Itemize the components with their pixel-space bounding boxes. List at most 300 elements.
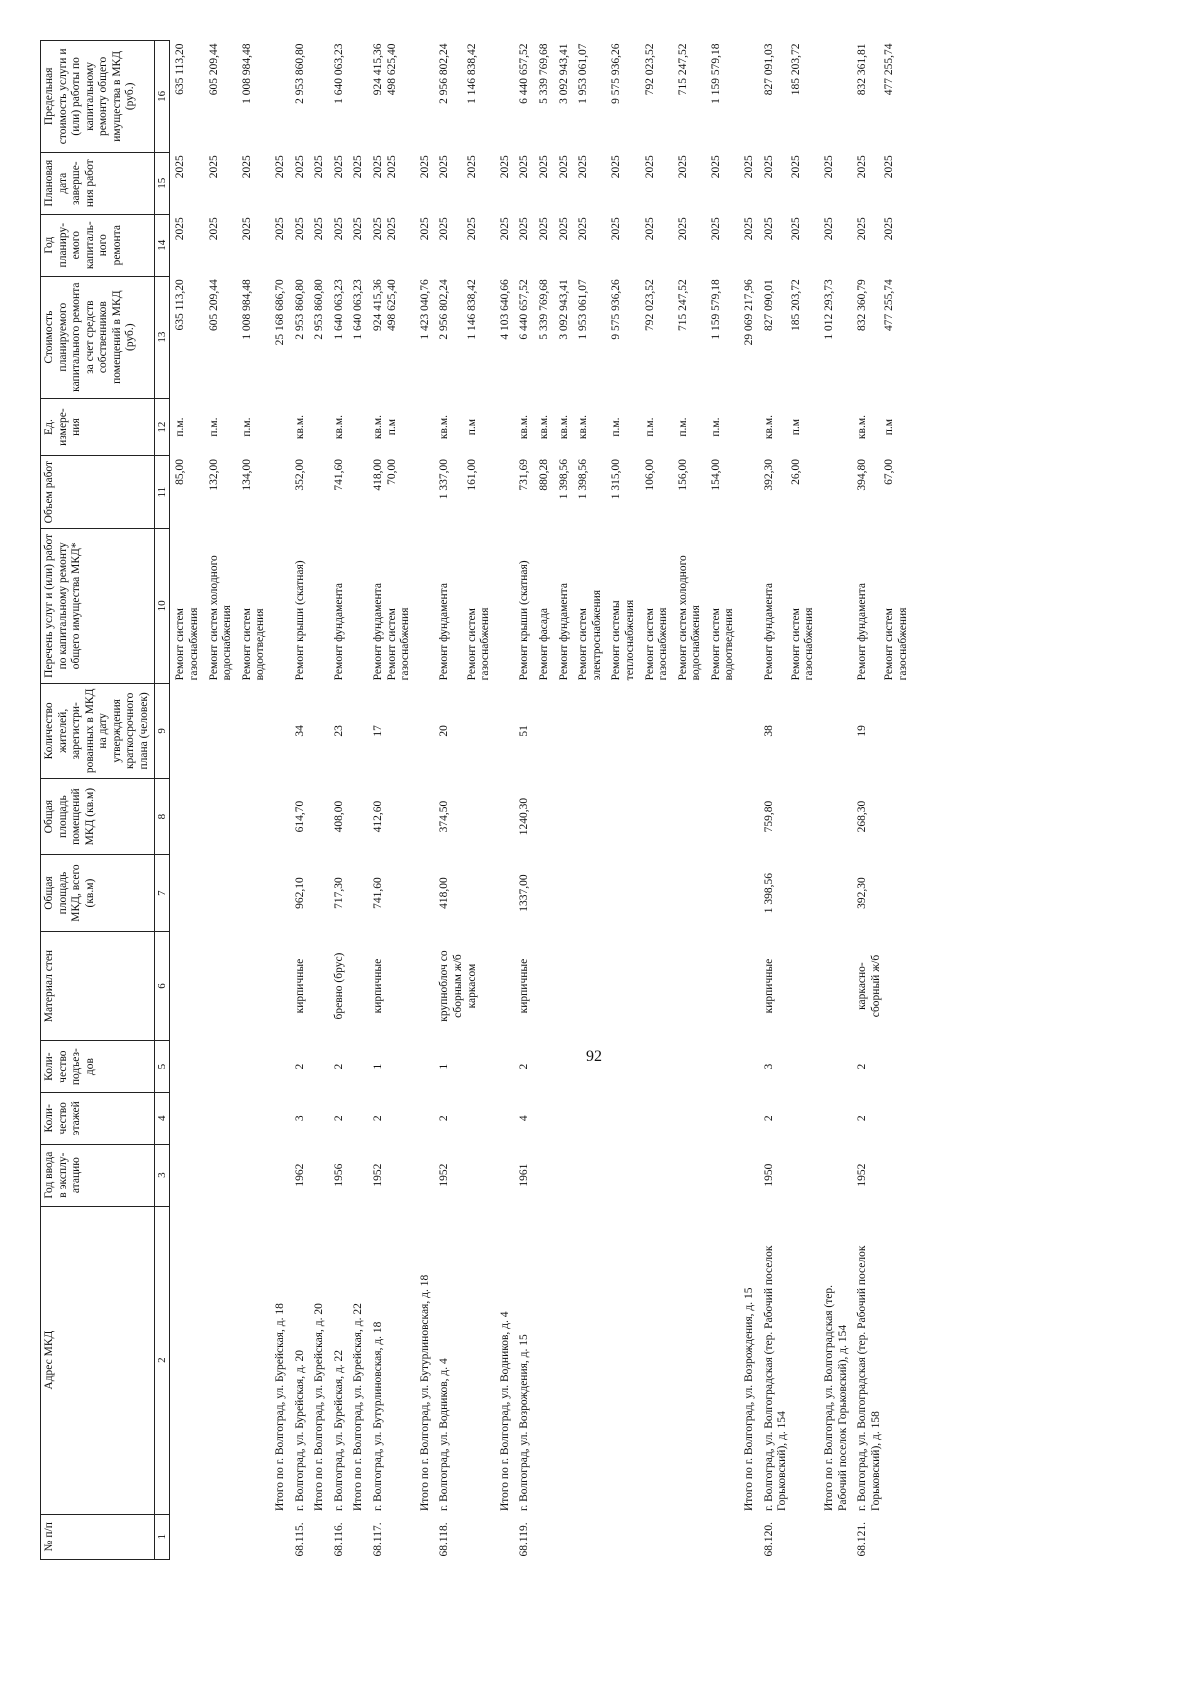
cell-plan-year	[368, 214, 415, 276]
cell-line	[823, 459, 837, 525]
cell-line: п.м.	[643, 417, 656, 437]
cell-line	[743, 934, 757, 1038]
cell-num: 68.119.	[518, 1522, 531, 1557]
cell-works	[706, 528, 739, 683]
cell-cost	[852, 276, 912, 398]
cell-floors	[170, 1092, 204, 1144]
cell-line: кв.м.	[332, 415, 345, 440]
cell-line	[610, 934, 624, 1038]
cell-entrances	[204, 1041, 237, 1093]
cell-material	[170, 931, 204, 1041]
cell-line: 2025	[643, 217, 656, 241]
cell-unit	[309, 398, 329, 456]
cell-area-total: 1 398,56	[762, 872, 775, 914]
cell-line: кирпичные	[518, 958, 531, 1014]
cell-line: 418,00	[372, 458, 384, 491]
cell-line: Ремонт крыши (скатная)	[518, 560, 531, 681]
cell-year	[739, 1144, 759, 1206]
cell-residents	[348, 683, 368, 778]
cell-floors	[495, 1092, 515, 1144]
cell-line: 3 092 943,41	[557, 43, 570, 104]
cell-line: теплоснабжения	[623, 599, 636, 681]
cell-area-rooms	[495, 778, 515, 854]
cell-line: 2025	[709, 155, 722, 179]
cell-address	[739, 1206, 759, 1514]
cell-end-year	[819, 152, 852, 214]
cell-line	[452, 155, 466, 211]
cell-volume	[640, 456, 673, 528]
cell-limit	[534, 41, 554, 153]
table-row	[852, 41, 912, 1560]
cell-unit	[170, 398, 204, 456]
column-header: Коли-чество подъез-дов	[41, 1041, 155, 1093]
cell-line: 715 247,52	[676, 279, 689, 331]
cell-num	[606, 1514, 639, 1559]
cell-address	[290, 1206, 310, 1514]
cell-area-rooms	[706, 778, 739, 854]
cell-material	[852, 931, 912, 1041]
table-row	[495, 41, 515, 1560]
cell-address	[170, 1206, 204, 1514]
cell-plan-year	[640, 214, 673, 276]
cell-residents: 19	[856, 725, 869, 737]
cell-limit	[309, 41, 329, 153]
cell-line: Итого по г. Волгоград, ул. Бурейская, д. 20	[313, 1303, 326, 1512]
cell-works	[290, 528, 310, 683]
cell-line: 2025	[537, 155, 550, 179]
cell-entrances	[554, 1041, 574, 1093]
cell-unit	[573, 398, 606, 456]
cell-line: п.м	[385, 418, 398, 436]
cell-volume	[348, 456, 368, 528]
cell-volume	[309, 456, 329, 528]
cell-line: Ремонт системы	[610, 600, 623, 681]
cell-line: 2 956 802,24	[438, 43, 451, 104]
cell-line	[419, 44, 433, 150]
cell-volume	[673, 456, 706, 528]
cell-line: 2025	[438, 155, 451, 179]
cell-area-total	[309, 855, 329, 931]
cell-unit	[852, 398, 912, 456]
cell-limit	[237, 41, 270, 153]
cell-plan-year	[170, 214, 204, 276]
cell-area-rooms	[606, 778, 639, 854]
cell-floors	[706, 1092, 739, 1144]
cell-line: г. Волгоград, ул. Водников, д. 4	[438, 1358, 451, 1512]
cell-line: 1 146 838,42	[465, 279, 478, 340]
cell-line: 605 209,44	[207, 279, 220, 331]
cell-num: 68.116.	[332, 1522, 345, 1557]
cell-line: Итого по г. Волгоград, ул. Волгоградская (тер.	[823, 1285, 836, 1512]
cell-area-rooms: 268,30	[856, 800, 869, 833]
cell-unit	[554, 398, 574, 456]
cell-line: 2025	[240, 217, 253, 241]
cell-year	[170, 1144, 204, 1206]
cell-cost	[534, 276, 554, 398]
cell-limit	[495, 41, 515, 153]
cell-limit	[573, 41, 606, 153]
cell-unit	[514, 398, 534, 456]
column-number: 2	[154, 1206, 170, 1514]
cell-year: 1962	[293, 1163, 306, 1187]
cell-end-year	[706, 152, 739, 214]
cell-line	[452, 459, 466, 525]
cell-end-year	[237, 152, 270, 214]
cell-line: 106,00	[643, 458, 656, 491]
cell-line: кв.м.	[577, 415, 590, 440]
cell-end-year	[170, 152, 204, 214]
cell-year: 1952	[856, 1163, 869, 1187]
cell-line	[174, 934, 188, 1038]
cell-area-total: 418,00	[438, 877, 451, 909]
cell-area-total	[573, 855, 606, 931]
cell-line	[452, 401, 466, 453]
cell-line	[538, 1209, 552, 1511]
cell-line	[352, 459, 366, 525]
cell-area-rooms	[673, 778, 706, 854]
cell-residents	[495, 683, 515, 778]
cell-line: 832 360,79	[856, 279, 869, 331]
column-header: Адрес МКД	[41, 1206, 155, 1514]
cell-line	[274, 401, 288, 453]
cell-line: 1 337,00	[438, 458, 451, 500]
cell-residents	[309, 683, 329, 778]
cell-unit	[495, 398, 515, 456]
cell-line: 924 415,36	[372, 279, 384, 331]
cell-line: кв.м.	[762, 415, 775, 440]
cell-line: 352,00	[293, 458, 306, 491]
cell-line: 6 440 657,52	[518, 43, 531, 104]
cell-line: каркасом	[465, 963, 478, 1009]
cell-year	[495, 1144, 515, 1206]
cell-line: 394,80	[856, 458, 869, 491]
cell-area-total	[640, 855, 673, 931]
cell-line: 156,00	[676, 458, 689, 491]
cell-area-rooms: 374,50	[438, 800, 451, 833]
cell-line: 2025	[557, 155, 570, 179]
cell-floors: 2	[762, 1115, 775, 1122]
cell-plan-year	[573, 214, 606, 276]
column-number: 5	[154, 1041, 170, 1093]
cell-entrances	[270, 1041, 290, 1093]
cell-works	[329, 528, 349, 683]
cell-works	[819, 528, 852, 683]
cell-line: 2025	[240, 155, 253, 179]
cell-line	[313, 459, 327, 525]
cell-year: 1956	[332, 1163, 345, 1187]
cell-line: 85,00	[174, 458, 187, 485]
cell-limit	[348, 41, 368, 153]
cell-line: Ремонт систем	[240, 608, 253, 681]
cell-line: Итого по г. Волгоград, ул. Водников, д. 4	[498, 1311, 511, 1512]
cell-line	[870, 279, 884, 395]
cell-end-year	[329, 152, 349, 214]
cell-entrances: 2	[856, 1063, 869, 1070]
cell-entrances: 2	[518, 1063, 531, 1070]
cell-line	[823, 934, 837, 1038]
cell-entrances: 1	[372, 1063, 384, 1070]
cell-line: 2025	[610, 217, 623, 241]
cell-line: 9 575 936,26	[610, 43, 623, 104]
cell-limit	[170, 41, 204, 153]
cell-plan-year	[204, 214, 237, 276]
column-header: № п/п	[41, 1514, 155, 1559]
cell-line	[274, 934, 288, 1038]
cell-line	[313, 934, 327, 1038]
cell-works	[606, 528, 639, 683]
cell-line	[352, 44, 366, 150]
cell-end-year	[415, 152, 435, 214]
cell-residents	[237, 683, 270, 778]
cell-residents	[819, 683, 852, 778]
cell-material	[514, 931, 534, 1041]
cell-floors: 4	[518, 1115, 531, 1122]
cell-line: 1 953 061,07	[577, 279, 590, 340]
cell-address	[706, 1206, 739, 1514]
column-header: Коли-чество этажей	[41, 1092, 155, 1144]
cell-line: 477 255,74	[883, 279, 896, 331]
cell-line: г. Волгоград, ул. Возрождения, д. 15	[518, 1334, 531, 1512]
cell-line: 2025	[174, 217, 187, 241]
cell-line: 2025	[518, 155, 531, 179]
cell-cost	[434, 276, 494, 398]
cell-cost	[759, 276, 819, 398]
cell-line: 185 203,72	[789, 279, 802, 331]
cell-line	[274, 459, 288, 525]
cell-entrances	[673, 1041, 706, 1093]
cell-end-year	[554, 152, 574, 214]
cell-line	[352, 531, 366, 680]
cell-line: Ремонт фундамента	[372, 583, 384, 681]
cell-line	[577, 1209, 591, 1511]
cell-line: Ремонт систем	[883, 608, 896, 681]
cell-unit	[290, 398, 310, 456]
cell-line: 924 415,36	[372, 43, 384, 96]
cell-entrances	[348, 1041, 368, 1093]
cell-line	[677, 934, 691, 1038]
cell-plan-year	[554, 214, 574, 276]
cell-line: Ремонт систем	[465, 608, 478, 681]
cell-line: Ремонт систем холодного	[207, 555, 220, 681]
cell-residents	[739, 683, 759, 778]
cell-cost	[673, 276, 706, 398]
cell-line	[823, 531, 837, 680]
cell-end-year	[290, 152, 310, 214]
cell-end-year	[348, 152, 368, 214]
cell-year	[640, 1144, 673, 1206]
cell-floors	[739, 1092, 759, 1144]
cell-volume	[759, 456, 819, 528]
cell-line: 1 953 061,07	[577, 43, 590, 104]
cell-end-year	[204, 152, 237, 214]
cell-line: 2025	[274, 155, 287, 179]
cell-line: сборным ж/б	[451, 954, 464, 1018]
cell-line: Ремонт систем	[789, 608, 802, 681]
cell-entrances	[706, 1041, 739, 1093]
cell-address	[415, 1206, 435, 1514]
cell-year	[673, 1144, 706, 1206]
table-row	[554, 41, 574, 1560]
cell-line	[776, 217, 790, 273]
cell-volume	[606, 456, 639, 528]
cell-area-total	[534, 855, 554, 931]
cell-num	[673, 1514, 706, 1559]
column-number: 6	[154, 931, 170, 1041]
cell-plan-year	[534, 214, 554, 276]
cell-line	[499, 459, 513, 525]
cell-limit	[270, 41, 290, 153]
cell-line: п.м.	[240, 417, 253, 437]
cell-area-rooms	[348, 778, 368, 854]
cell-line	[452, 279, 466, 395]
cell-works	[237, 528, 270, 683]
table-row	[170, 41, 204, 1560]
cell-address	[204, 1206, 237, 1514]
cell-line: кв.м.	[518, 415, 531, 440]
cell-unit	[819, 398, 852, 456]
cell-line: 2025	[676, 155, 689, 179]
cell-line: газоснабжения	[399, 607, 412, 681]
cell-line: 2025	[610, 155, 623, 179]
cell-unit	[606, 398, 639, 456]
cell-line	[743, 44, 757, 150]
cell-line	[610, 1209, 624, 1511]
cell-line	[743, 531, 757, 680]
cell-line: каркасно-	[856, 962, 869, 1010]
cell-area-rooms: 614,70	[293, 800, 306, 833]
cell-end-year	[673, 152, 706, 214]
cell-plan-year	[673, 214, 706, 276]
cell-line: 392,30	[762, 458, 775, 491]
cell-material	[415, 931, 435, 1041]
cell-line	[644, 934, 658, 1038]
cell-line: 2025	[743, 217, 756, 241]
cell-line: 2025	[332, 155, 345, 179]
cell-volume	[237, 456, 270, 528]
cell-line: г. Волгоград, ул. Волгоградская (тер. Рабочий поселок	[856, 1245, 869, 1512]
cell-area-rooms	[534, 778, 554, 854]
cell-line	[241, 934, 255, 1038]
cell-line	[499, 934, 513, 1038]
cell-year	[270, 1144, 290, 1206]
table-row	[329, 41, 349, 1560]
cell-line: 2025	[883, 217, 896, 241]
cell-residents: 38	[762, 725, 775, 737]
cell-line	[776, 401, 790, 453]
cell-num: 68.120.	[762, 1522, 775, 1557]
table-row	[204, 41, 237, 1560]
cell-end-year	[270, 152, 290, 214]
cell-year	[534, 1144, 554, 1206]
cell-line: 70,00	[385, 458, 398, 485]
cell-area-total	[554, 855, 574, 931]
cell-line: п.м.	[709, 417, 722, 437]
cell-line	[870, 401, 884, 453]
cell-unit	[204, 398, 237, 456]
cell-material	[673, 931, 706, 1041]
cell-works	[204, 528, 237, 683]
cell-limit	[640, 41, 673, 153]
cell-line	[870, 217, 884, 273]
cell-line: п.м	[465, 418, 478, 436]
cell-year: 1950	[762, 1163, 775, 1187]
cell-line	[452, 44, 466, 150]
cell-volume	[852, 456, 912, 528]
cell-year	[819, 1144, 852, 1206]
cell-works	[309, 528, 329, 683]
cell-floors	[819, 1092, 852, 1144]
cell-plan-year	[819, 214, 852, 276]
cell-address	[673, 1206, 706, 1514]
cell-address	[759, 1206, 819, 1514]
cell-residents	[606, 683, 639, 778]
cell-line: 2 953 860,80	[293, 43, 306, 104]
cell-unit	[673, 398, 706, 456]
cell-num: 68.115.	[293, 1522, 306, 1557]
cell-year: 1961	[518, 1163, 531, 1187]
cell-area-total: 962,10	[293, 877, 306, 909]
cell-line	[870, 44, 884, 150]
cell-line	[870, 155, 884, 211]
cell-unit	[640, 398, 673, 456]
cell-volume	[554, 456, 574, 528]
cell-entrances: 3	[762, 1063, 775, 1070]
cell-line: п.м.	[676, 417, 689, 437]
cell-end-year	[534, 152, 554, 214]
cell-cost	[514, 276, 534, 398]
cell-material	[368, 931, 415, 1041]
cell-line	[743, 459, 757, 525]
cell-line: 880,28	[537, 458, 550, 491]
column-header: Плановая дата заверше-ния работ	[41, 152, 155, 214]
cell-plan-year	[739, 214, 759, 276]
cell-line: Ремонт фундамента	[332, 583, 345, 681]
cell-line: г. Волгоград, ул. Волгоградская (тер. Рабочий поселок	[762, 1245, 775, 1512]
cell-plan-year	[237, 214, 270, 276]
cell-material	[237, 931, 270, 1041]
cell-line: 2025	[498, 217, 511, 241]
cell-unit	[434, 398, 494, 456]
cell-line: Горьковский), д. 158	[869, 1411, 882, 1512]
cell-num	[739, 1514, 759, 1559]
cell-year	[348, 1144, 368, 1206]
cell-area-rooms	[309, 778, 329, 854]
cell-line: п.м.	[610, 417, 623, 437]
cell-end-year	[640, 152, 673, 214]
page-number: 92	[586, 1048, 602, 1065]
cell-material	[739, 931, 759, 1041]
column-header: Ед. измере-ния	[41, 398, 155, 456]
cell-address	[554, 1206, 574, 1514]
cell-entrances	[819, 1041, 852, 1093]
cell-line: 827 091,03	[762, 43, 775, 96]
cell-line: 2025	[313, 155, 326, 179]
cell-entrances	[739, 1041, 759, 1093]
cell-line: 2025	[332, 217, 345, 241]
cell-line: 2025	[557, 217, 570, 241]
cell-material	[290, 931, 310, 1041]
cell-line: Ремонт систем	[385, 608, 398, 681]
cell-line: кирпичные	[293, 958, 306, 1014]
cell-line: 2025	[385, 155, 398, 179]
column-number: 16	[154, 41, 170, 153]
cell-line: кв.м.	[537, 415, 550, 440]
cell-area-total: 1337,00	[518, 874, 531, 912]
cell-line: 2025	[537, 217, 550, 241]
cell-line: газоснабжения	[657, 607, 670, 681]
cell-material	[606, 931, 639, 1041]
cell-line	[313, 44, 327, 150]
